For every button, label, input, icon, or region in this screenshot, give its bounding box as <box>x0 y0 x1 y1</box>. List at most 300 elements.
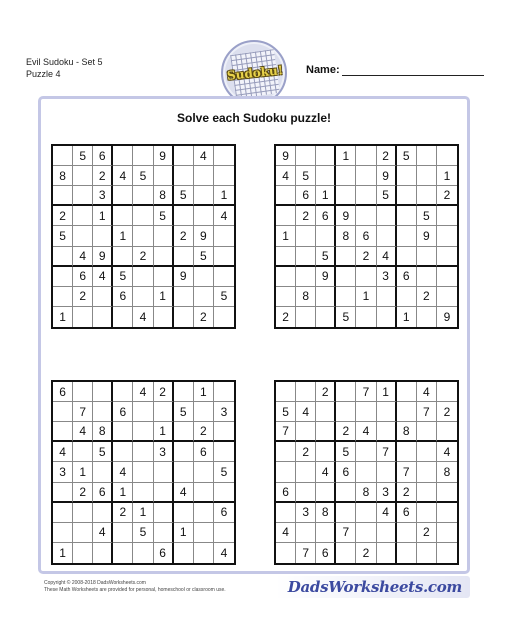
sudoku-cell[interactable] <box>53 483 73 503</box>
sudoku-cell[interactable] <box>113 382 133 402</box>
sudoku-cell[interactable] <box>276 382 296 402</box>
sudoku-cell[interactable] <box>133 462 153 482</box>
sudoku-cell[interactable]: 1 <box>397 307 417 327</box>
sudoku-cell[interactable]: 6 <box>316 206 336 226</box>
sudoku-cell[interactable]: 2 <box>437 186 457 206</box>
sudoku-cell[interactable]: 5 <box>53 226 73 246</box>
sudoku-cell[interactable]: 1 <box>377 382 397 402</box>
sudoku-cell[interactable]: 8 <box>296 287 316 307</box>
sudoku-cell[interactable] <box>377 462 397 482</box>
sudoku-cell[interactable] <box>377 523 397 543</box>
sudoku-cell[interactable]: 2 <box>154 382 174 402</box>
sudoku-cell[interactable]: 5 <box>174 402 194 422</box>
sudoku-cell[interactable]: 2 <box>356 543 376 563</box>
sudoku-cell[interactable]: 5 <box>113 267 133 287</box>
sudoku-cell[interactable] <box>397 287 417 307</box>
sudoku-cell[interactable] <box>73 503 93 523</box>
sudoku-cell[interactable] <box>316 483 336 503</box>
sudoku-cell[interactable]: 8 <box>93 422 113 442</box>
sudoku-cell[interactable] <box>113 442 133 462</box>
sudoku-cell[interactable] <box>73 442 93 462</box>
sudoku-cell[interactable]: 7 <box>417 402 437 422</box>
sudoku-cell[interactable] <box>174 422 194 442</box>
sudoku-cell[interactable]: 5 <box>133 523 153 543</box>
sudoku-cell[interactable] <box>174 307 194 327</box>
sudoku-cell[interactable]: 9 <box>377 166 397 186</box>
sudoku-cell[interactable] <box>73 523 93 543</box>
sudoku-cell[interactable] <box>194 267 214 287</box>
sudoku-cell[interactable] <box>113 307 133 327</box>
sudoku-cell[interactable]: 6 <box>316 543 336 563</box>
sudoku-cell[interactable]: 4 <box>276 523 296 543</box>
sudoku-cell[interactable] <box>336 247 356 267</box>
sudoku-cell[interactable]: 2 <box>316 382 336 402</box>
sudoku-cell[interactable]: 7 <box>356 382 376 402</box>
sudoku-cell[interactable] <box>316 226 336 246</box>
sudoku-cell[interactable] <box>397 523 417 543</box>
sudoku-cell[interactable]: 2 <box>93 166 113 186</box>
sudoku-cell[interactable] <box>417 442 437 462</box>
sudoku-cell[interactable]: 7 <box>296 543 316 563</box>
sudoku-cell[interactable] <box>154 402 174 422</box>
sudoku-cell[interactable] <box>174 382 194 402</box>
sudoku-cell[interactable]: 1 <box>133 503 153 523</box>
sudoku-cell[interactable] <box>437 483 457 503</box>
sudoku-cell[interactable] <box>113 186 133 206</box>
sudoku-cell[interactable]: 1 <box>194 382 214 402</box>
sudoku-cell[interactable] <box>174 287 194 307</box>
sudoku-cell[interactable] <box>397 543 417 563</box>
sudoku-cell[interactable] <box>276 186 296 206</box>
sudoku-cell[interactable] <box>214 442 234 462</box>
sudoku-cell[interactable] <box>73 382 93 402</box>
sudoku-cell[interactable] <box>154 267 174 287</box>
sudoku-cell[interactable] <box>296 483 316 503</box>
sudoku-cell[interactable]: 4 <box>93 267 113 287</box>
sudoku-cell[interactable] <box>214 146 234 166</box>
sudoku-cell[interactable] <box>316 287 336 307</box>
sudoku-cell[interactable]: 4 <box>73 247 93 267</box>
sudoku-cell[interactable]: 4 <box>214 206 234 226</box>
sudoku-cell[interactable]: 2 <box>336 422 356 442</box>
sudoku-cell[interactable] <box>53 146 73 166</box>
sudoku-cell[interactable]: 3 <box>93 186 113 206</box>
sudoku-cell[interactable]: 6 <box>93 483 113 503</box>
sudoku-cell[interactable] <box>296 422 316 442</box>
sudoku-cell[interactable]: 2 <box>276 307 296 327</box>
sudoku-cell[interactable] <box>133 226 153 246</box>
sudoku-cell[interactable] <box>336 402 356 422</box>
sudoku-cell[interactable]: 4 <box>276 166 296 186</box>
sudoku-cell[interactable] <box>93 402 113 422</box>
sudoku-cell[interactable] <box>133 146 153 166</box>
sudoku-cell[interactable] <box>53 422 73 442</box>
sudoku-cell[interactable]: 2 <box>194 307 214 327</box>
sudoku-cell[interactable] <box>417 503 437 523</box>
sudoku-cell[interactable]: 7 <box>336 523 356 543</box>
sudoku-cell[interactable] <box>417 483 437 503</box>
sudoku-cell[interactable] <box>194 206 214 226</box>
sudoku-cell[interactable] <box>93 287 113 307</box>
sudoku-cell[interactable]: 6 <box>113 287 133 307</box>
sudoku-cell[interactable]: 4 <box>194 146 214 166</box>
sudoku-cell[interactable]: 4 <box>113 166 133 186</box>
sudoku-cell[interactable] <box>133 186 153 206</box>
sudoku-cell[interactable]: 2 <box>174 226 194 246</box>
sudoku-cell[interactable]: 9 <box>443 309 451 324</box>
sudoku-cell[interactable] <box>53 503 73 523</box>
sudoku-cell[interactable] <box>397 206 417 226</box>
sudoku-cell[interactable] <box>437 523 457 543</box>
sudoku-cell[interactable]: 5 <box>397 146 417 166</box>
sudoku-cell[interactable] <box>194 166 214 186</box>
sudoku-cell[interactable]: 1 <box>154 422 174 442</box>
sudoku-cell[interactable]: 6 <box>356 226 376 246</box>
sudoku-cell[interactable] <box>397 166 417 186</box>
sudoku-cell[interactable]: 6 <box>397 267 417 287</box>
sudoku-cell[interactable]: 8 <box>316 503 336 523</box>
sudoku-cell[interactable] <box>356 186 376 206</box>
sudoku-cell[interactable] <box>417 247 437 267</box>
sudoku-cell[interactable] <box>417 543 437 563</box>
sudoku-cell[interactable] <box>73 543 93 563</box>
sudoku-cell[interactable]: 4 <box>417 382 437 402</box>
sudoku-cell[interactable] <box>276 503 296 523</box>
sudoku-cell[interactable]: 3 <box>296 503 316 523</box>
sudoku-cell[interactable] <box>437 503 457 523</box>
sudoku-cell[interactable] <box>73 166 93 186</box>
sudoku-cell[interactable]: 6 <box>336 462 356 482</box>
sudoku-cell[interactable] <box>437 287 457 307</box>
sudoku-cell[interactable]: 2 <box>133 247 153 267</box>
sudoku-cell[interactable] <box>174 247 194 267</box>
sudoku-cell[interactable] <box>296 382 316 402</box>
sudoku-cell[interactable] <box>174 503 194 523</box>
sudoku-cell[interactable]: 6 <box>194 442 214 462</box>
sudoku-cell[interactable] <box>194 402 214 422</box>
sudoku-cell[interactable]: 5 <box>133 166 153 186</box>
sudoku-cell[interactable] <box>174 462 194 482</box>
sudoku-cell[interactable] <box>154 247 174 267</box>
sudoku-cell[interactable] <box>397 186 417 206</box>
sudoku-cell[interactable]: 1 <box>113 483 133 503</box>
sudoku-cell[interactable]: 1 <box>276 226 296 246</box>
sudoku-cell[interactable]: 5 <box>296 166 316 186</box>
sudoku-cell[interactable] <box>397 382 417 402</box>
sudoku-cell[interactable] <box>296 247 316 267</box>
sudoku-cell[interactable]: 9 <box>154 146 174 166</box>
sudoku-cell[interactable] <box>214 422 234 442</box>
sudoku-cell[interactable]: 6 <box>154 543 174 563</box>
sudoku-cell[interactable] <box>417 307 437 327</box>
sudoku-cell[interactable] <box>276 287 296 307</box>
sudoku-cell[interactable]: 4 <box>133 307 153 327</box>
sudoku-cell[interactable] <box>73 206 93 226</box>
sudoku-cell[interactable] <box>113 206 133 226</box>
sudoku-cell[interactable]: 2 <box>194 422 214 442</box>
sudoku-cell[interactable]: 2 <box>296 206 316 226</box>
sudoku-cell[interactable] <box>377 307 397 327</box>
sudoku-cell[interactable] <box>437 206 457 226</box>
sudoku-cell[interactable] <box>276 543 296 563</box>
sudoku-cell[interactable]: 2 <box>417 523 437 543</box>
sudoku-cell[interactable] <box>214 247 234 267</box>
sudoku-cell[interactable] <box>53 402 73 422</box>
sudoku-cell[interactable]: 6 <box>53 382 73 402</box>
sudoku-cell[interactable] <box>53 287 73 307</box>
sudoku-cell[interactable] <box>214 166 234 186</box>
sudoku-cell[interactable]: 4 <box>73 422 93 442</box>
sudoku-cell[interactable] <box>356 462 376 482</box>
sudoku-cell[interactable] <box>154 523 174 543</box>
sudoku-cell[interactable] <box>133 543 153 563</box>
sudoku-cell[interactable]: 2 <box>73 483 93 503</box>
sudoku-cell[interactable] <box>174 206 194 226</box>
sudoku-cell[interactable] <box>93 226 113 246</box>
sudoku-cell[interactable] <box>93 503 113 523</box>
sudoku-cell[interactable]: 8 <box>356 483 376 503</box>
sudoku-cell[interactable] <box>417 146 437 166</box>
sudoku-cell[interactable] <box>336 483 356 503</box>
sudoku-cell[interactable]: 9 <box>276 146 296 166</box>
sudoku-cell[interactable]: 7 <box>377 442 397 462</box>
sudoku-cell[interactable] <box>154 462 174 482</box>
sudoku-cell[interactable]: 1 <box>336 146 356 166</box>
sudoku-cell[interactable] <box>356 267 376 287</box>
sudoku-cell[interactable]: 2 <box>397 483 417 503</box>
sudoku-cell[interactable] <box>194 287 214 307</box>
sudoku-cell[interactable]: 4 <box>316 462 336 482</box>
sudoku-cell[interactable] <box>133 442 153 462</box>
sudoku-cell[interactable]: 2 <box>417 287 437 307</box>
sudoku-cell[interactable]: 5 <box>214 462 234 482</box>
sudoku-cell[interactable]: 3 <box>53 462 73 482</box>
sudoku-cell[interactable] <box>93 382 113 402</box>
sudoku-cell[interactable]: 8 <box>437 462 457 482</box>
sudoku-cell[interactable] <box>397 442 417 462</box>
sudoku-cell[interactable]: 3 <box>377 267 397 287</box>
sudoku-cell[interactable] <box>437 543 457 563</box>
sudoku-cell[interactable]: 8 <box>154 186 174 206</box>
sudoku-cell[interactable]: 1 <box>113 226 133 246</box>
sudoku-cell[interactable]: 1 <box>154 287 174 307</box>
sudoku-cell[interactable]: 8 <box>336 226 356 246</box>
sudoku-cell[interactable]: 2 <box>73 287 93 307</box>
sudoku-cell[interactable]: 6 <box>93 146 113 166</box>
sudoku-cell[interactable] <box>377 422 397 442</box>
sudoku-cell[interactable] <box>73 307 93 327</box>
sudoku-cell[interactable]: 2 <box>53 206 73 226</box>
sudoku-cell[interactable] <box>113 146 133 166</box>
sudoku-cell[interactable]: 2 <box>377 146 397 166</box>
sudoku-cell[interactable] <box>356 442 376 462</box>
sudoku-cell[interactable] <box>417 422 437 442</box>
sudoku-cell[interactable]: 7 <box>276 422 296 442</box>
sudoku-cell[interactable]: 3 <box>214 402 234 422</box>
sudoku-cell[interactable] <box>214 267 234 287</box>
sudoku-cell[interactable]: 4 <box>377 503 397 523</box>
sudoku-cell[interactable] <box>377 226 397 246</box>
sudoku-cell[interactable] <box>113 247 133 267</box>
sudoku-cell[interactable] <box>417 166 437 186</box>
sudoku-cell[interactable] <box>296 462 316 482</box>
sudoku-cell[interactable] <box>73 186 93 206</box>
sudoku-cell[interactable] <box>356 307 376 327</box>
sudoku-cell[interactable] <box>154 503 174 523</box>
sudoku-cell[interactable] <box>437 226 457 246</box>
sudoku-cell[interactable] <box>437 267 457 287</box>
sudoku-cell[interactable] <box>336 186 356 206</box>
sudoku-cell[interactable] <box>316 402 336 422</box>
sudoku-cell[interactable] <box>356 402 376 422</box>
sudoku-cell[interactable] <box>133 206 153 226</box>
sudoku-cell[interactable]: 5 <box>336 307 356 327</box>
sudoku-cell[interactable]: 4 <box>53 442 73 462</box>
sudoku-cell[interactable]: 4 <box>174 483 194 503</box>
sudoku-cell[interactable] <box>214 523 234 543</box>
sudoku-cell[interactable] <box>336 166 356 186</box>
sudoku-cell[interactable] <box>437 146 457 166</box>
sudoku-cell[interactable] <box>113 543 133 563</box>
sudoku-cell[interactable] <box>53 186 73 206</box>
sudoku-cell[interactable] <box>356 503 376 523</box>
sudoku-cell[interactable] <box>296 226 316 246</box>
sudoku-cell[interactable] <box>214 483 234 503</box>
sudoku-cell[interactable] <box>336 543 356 563</box>
sudoku-cell[interactable] <box>377 402 397 422</box>
sudoku-cell[interactable] <box>316 422 336 442</box>
sudoku-cell[interactable] <box>437 247 457 267</box>
sudoku-cell[interactable] <box>397 247 417 267</box>
sudoku-cell[interactable] <box>316 442 336 462</box>
sudoku-cell[interactable] <box>417 462 437 482</box>
sudoku-cell[interactable] <box>194 503 214 523</box>
sudoku-cell[interactable]: 4 <box>133 382 153 402</box>
sudoku-cell[interactable] <box>53 247 73 267</box>
sudoku-cell[interactable]: 6 <box>113 402 133 422</box>
sudoku-cell[interactable]: 8 <box>397 422 417 442</box>
sudoku-cell[interactable]: 5 <box>174 186 194 206</box>
sudoku-cell[interactable] <box>417 267 437 287</box>
sudoku-cell[interactable] <box>316 166 336 186</box>
sudoku-cell[interactable]: 1 <box>316 186 336 206</box>
sudoku-cell[interactable] <box>53 267 73 287</box>
sudoku-cell[interactable]: 9 <box>336 206 356 226</box>
sudoku-cell[interactable] <box>276 247 296 267</box>
sudoku-cell[interactable] <box>154 166 174 186</box>
sudoku-cell[interactable]: 4 <box>296 402 316 422</box>
sudoku-cell[interactable] <box>214 382 234 402</box>
sudoku-cell[interactable]: 4 <box>93 523 113 543</box>
sudoku-cell[interactable] <box>276 442 296 462</box>
sudoku-cell[interactable]: 1 <box>73 462 93 482</box>
sudoku-cell[interactable]: 3 <box>377 483 397 503</box>
sudoku-cell[interactable] <box>437 382 457 402</box>
sudoku-cell[interactable]: 5 <box>73 146 93 166</box>
sudoku-cell[interactable]: 4 <box>113 462 133 482</box>
sudoku-cell[interactable] <box>316 307 336 327</box>
sudoku-cell[interactable] <box>174 166 194 186</box>
sudoku-cell[interactable]: 1 <box>53 543 73 563</box>
sudoku-cell[interactable]: 2 <box>296 442 316 462</box>
sudoku-cell[interactable] <box>336 503 356 523</box>
sudoku-cell[interactable]: 5 <box>377 186 397 206</box>
sudoku-cell[interactable] <box>377 543 397 563</box>
sudoku-cell[interactable] <box>174 146 194 166</box>
sudoku-cell[interactable]: 1 <box>214 186 234 206</box>
sudoku-cell[interactable] <box>296 307 316 327</box>
sudoku-cell[interactable]: 5 <box>194 247 214 267</box>
sudoku-cell[interactable]: 2 <box>356 247 376 267</box>
sudoku-cell[interactable] <box>154 483 174 503</box>
sudoku-cell[interactable]: 5 <box>93 442 113 462</box>
sudoku-cell[interactable]: 1 <box>356 287 376 307</box>
sudoku-cell[interactable]: 6 <box>296 186 316 206</box>
sudoku-cell[interactable]: 5 <box>214 287 234 307</box>
sudoku-cell[interactable] <box>194 523 214 543</box>
sudoku-cell[interactable]: 5 <box>417 206 437 226</box>
sudoku-cell[interactable] <box>194 462 214 482</box>
sudoku-cell[interactable]: 1 <box>174 523 194 543</box>
sudoku-cell[interactable] <box>133 402 153 422</box>
sudoku-cell[interactable]: 5 <box>336 442 356 462</box>
sudoku-cell[interactable] <box>296 267 316 287</box>
sudoku-cell[interactable]: 7 <box>397 462 417 482</box>
sudoku-cell[interactable] <box>174 442 194 462</box>
sudoku-cell[interactable] <box>113 523 133 543</box>
sudoku-cell[interactable] <box>397 402 417 422</box>
sudoku-cell[interactable] <box>194 186 214 206</box>
sudoku-cell[interactable]: 6 <box>73 267 93 287</box>
sudoku-cell[interactable] <box>316 146 336 166</box>
sudoku-cell[interactable] <box>113 422 133 442</box>
sudoku-cell[interactable] <box>356 146 376 166</box>
sudoku-cell[interactable] <box>174 543 194 563</box>
sudoku-cell[interactable] <box>316 523 336 543</box>
sudoku-cell[interactable]: 6 <box>276 483 296 503</box>
sudoku-cell[interactable] <box>214 226 234 246</box>
sudoku-cell[interactable] <box>356 523 376 543</box>
sudoku-cell[interactable]: 4 <box>437 442 457 462</box>
sudoku-cell[interactable]: 2 <box>113 503 133 523</box>
sudoku-cell[interactable] <box>93 307 113 327</box>
sudoku-cell[interactable] <box>437 422 457 442</box>
sudoku-cell[interactable] <box>93 543 113 563</box>
sudoku-cell[interactable] <box>417 186 437 206</box>
sudoku-cell[interactable] <box>194 483 214 503</box>
sudoku-cell[interactable] <box>214 307 234 327</box>
sudoku-cell[interactable] <box>53 523 73 543</box>
sudoku-cell[interactable] <box>133 483 153 503</box>
sudoku-cell[interactable]: 6 <box>397 503 417 523</box>
sudoku-cell[interactable]: 6 <box>214 503 234 523</box>
sudoku-cell[interactable]: 9 <box>194 226 214 246</box>
sudoku-cell[interactable] <box>276 462 296 482</box>
sudoku-cell[interactable] <box>377 206 397 226</box>
sudoku-cell[interactable] <box>356 166 376 186</box>
sudoku-cell[interactable] <box>377 287 397 307</box>
sudoku-cell[interactable]: 5 <box>316 247 336 267</box>
sudoku-cell[interactable]: 9 <box>174 267 194 287</box>
sudoku-cell[interactable] <box>336 287 356 307</box>
sudoku-cell[interactable] <box>133 267 153 287</box>
sudoku-cell[interactable] <box>133 422 153 442</box>
sudoku-cell[interactable]: 5 <box>154 206 174 226</box>
sudoku-cell[interactable]: 4 <box>356 422 376 442</box>
sudoku-cell[interactable] <box>336 382 356 402</box>
sudoku-cell[interactable]: 2 <box>437 402 457 422</box>
sudoku-cell[interactable] <box>154 307 174 327</box>
